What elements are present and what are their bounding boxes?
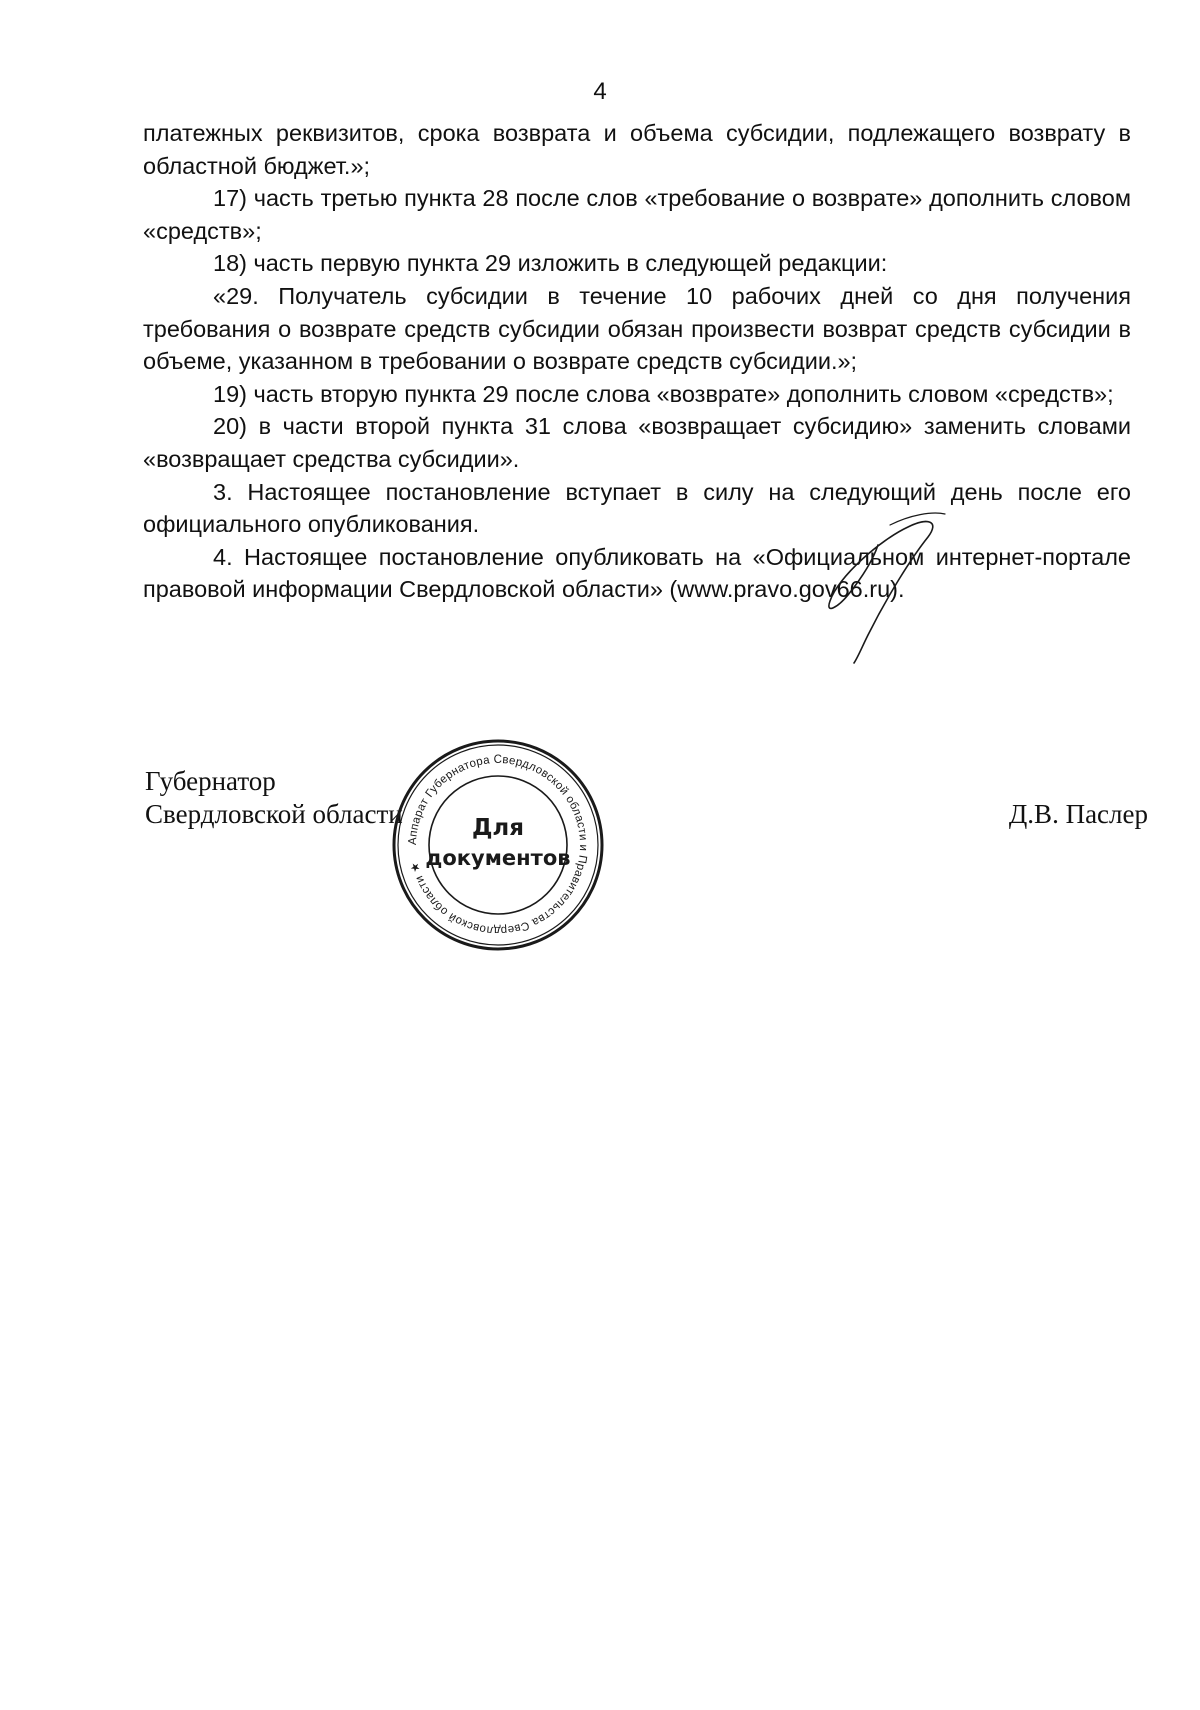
paragraph: 3. Настоящее постановление вступает в силу на следующий день после его официального опубликования. — [143, 478, 1131, 538]
paragraph: 4. Настоящее постановление опубликовать на «Официальном интернет-портале правовой информации Свердловской области» (www.pravo.gov66.ru). — [143, 543, 1131, 603]
paragraph: «29. Получатель субсидии в течение 10 рабочих дней со дня получения требования о возврате средств субсидии обязан произвести возврат средств субсидии в объеме, указанном в требовании о возврате средств субсидии.»; — [143, 282, 1131, 375]
paragraph: 20) в части второй пункта 31 слова «возвращает субсидию» заменить словами «возвращает средства субсидии». — [143, 413, 1131, 472]
signatory-position-line: Свердловской области — [145, 799, 403, 829]
paragraph: 18) часть первую пункта 29 изложить в следующей редакции: — [213, 250, 888, 277]
stamp-center-line1: Для — [471, 815, 525, 841]
document-body — [143, 117, 1131, 606]
paragraph: 19) часть вторую пункта 29 после слова «возврате» дополнить словом «средств»; — [213, 380, 1114, 407]
signatory-position-line: Губернатор — [145, 766, 276, 796]
page-number: 4 — [593, 78, 607, 105]
stamp-ring-text-path: Аппарат Губернатора Свердловской области и Правительства Свердловской области ★ — [406, 753, 590, 937]
signatory-name: Д.В. Паслер — [1008, 799, 1148, 829]
stamp-center-line2: документов — [425, 846, 571, 870]
signatory-position — [145, 765, 403, 831]
official-stamp — [390, 737, 606, 953]
paragraph: 17) часть третью пункта 28 после слов «требование о возврате» дополнить словом «средств»; — [143, 185, 1131, 244]
paragraph: платежных реквизитов, срока возврата и объема субсидии, подлежащего возврату в областной бюджет.»; — [143, 120, 1131, 179]
